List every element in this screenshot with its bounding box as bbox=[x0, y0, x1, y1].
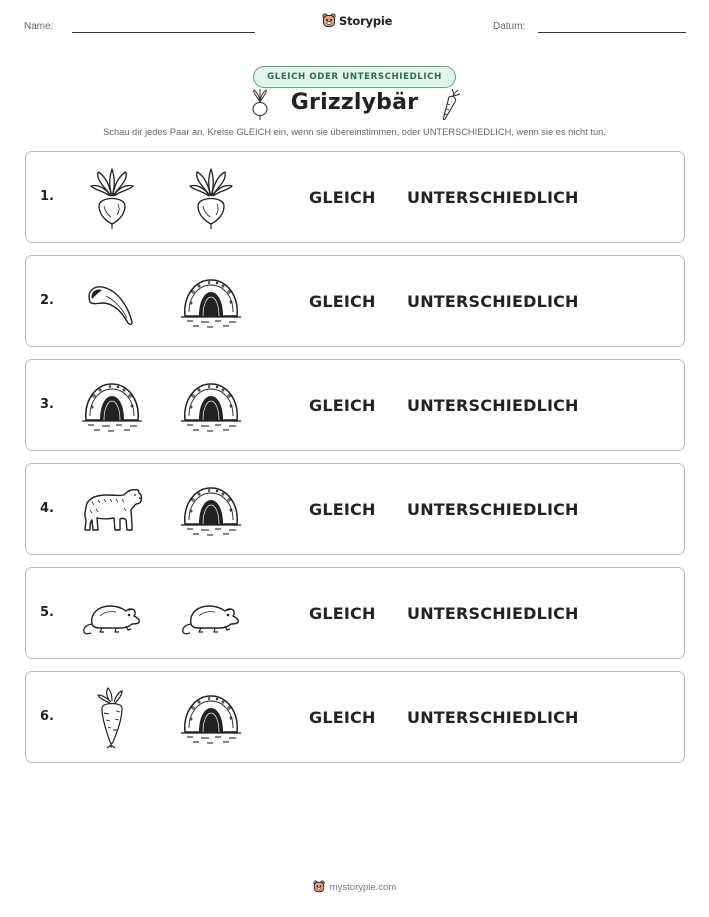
question-number: 1. bbox=[40, 189, 54, 204]
question-number: 4. bbox=[40, 501, 54, 516]
instructions: Schau dir jedes Paar an. Kreise GLEICH ein, wenn sie übereinstimmen, oder UNTERSCHIEDLICH, wenn sie es nicht tun. bbox=[103, 127, 606, 137]
storypie-logo bbox=[322, 13, 392, 29]
question-row bbox=[25, 671, 685, 763]
worksheet-title: Grizzlybär bbox=[290, 90, 419, 115]
option-unterschiedlich[interactable]: UNTERSCHIEDLICH bbox=[407, 604, 579, 623]
question-number: 2. bbox=[40, 293, 54, 308]
mouse-icon bbox=[179, 582, 243, 646]
beet-icon bbox=[179, 166, 243, 230]
question-row bbox=[25, 567, 685, 659]
cave-icon bbox=[179, 270, 243, 334]
question-row bbox=[25, 359, 685, 451]
name-field[interactable] bbox=[72, 32, 255, 33]
name-label: Name: bbox=[24, 21, 54, 32]
worksheet-type-badge bbox=[253, 66, 456, 88]
mouse-icon bbox=[80, 582, 144, 646]
badge-label: GLEICH ODER UNTERSCHIEDLICH bbox=[267, 72, 442, 82]
question-row bbox=[25, 255, 685, 347]
option-gleich[interactable]: GLEICH bbox=[309, 396, 376, 415]
option-gleich[interactable]: GLEICH bbox=[309, 292, 376, 311]
option-unterschiedlich[interactable]: UNTERSCHIEDLICH bbox=[407, 396, 579, 415]
option-unterschiedlich[interactable]: UNTERSCHIEDLICH bbox=[407, 292, 579, 311]
cave-icon bbox=[80, 374, 144, 438]
option-unterschiedlich[interactable]: UNTERSCHIEDLICH bbox=[407, 188, 579, 207]
brand-name: Storypie bbox=[339, 14, 393, 28]
question-number: 5. bbox=[40, 605, 54, 620]
cave-icon bbox=[179, 686, 243, 750]
bear-mascot-icon bbox=[313, 880, 325, 894]
date-label: Datum: bbox=[493, 21, 526, 32]
claw-icon bbox=[80, 270, 144, 334]
beet-icon bbox=[80, 166, 144, 230]
question-row bbox=[25, 463, 685, 555]
footer-site: mystorypie.com bbox=[329, 881, 397, 893]
cave-icon bbox=[179, 374, 243, 438]
option-gleich[interactable]: GLEICH bbox=[309, 500, 376, 519]
footer bbox=[0, 880, 709, 894]
question-number: 3. bbox=[40, 397, 54, 412]
bear-mascot-icon bbox=[322, 13, 336, 29]
question-number: 6. bbox=[40, 709, 54, 724]
question-row bbox=[25, 151, 685, 243]
option-gleich[interactable]: GLEICH bbox=[309, 188, 376, 207]
carrot-icon bbox=[439, 89, 461, 121]
option-gleich[interactable]: GLEICH bbox=[309, 604, 376, 623]
carrot-icon bbox=[80, 686, 144, 750]
date-field[interactable] bbox=[538, 32, 686, 33]
option-unterschiedlich[interactable]: UNTERSCHIEDLICH bbox=[407, 500, 579, 519]
option-gleich[interactable]: GLEICH bbox=[309, 708, 376, 727]
bear-icon bbox=[80, 478, 144, 542]
cave-icon bbox=[179, 478, 243, 542]
option-unterschiedlich[interactable]: UNTERSCHIEDLICH bbox=[407, 708, 579, 727]
